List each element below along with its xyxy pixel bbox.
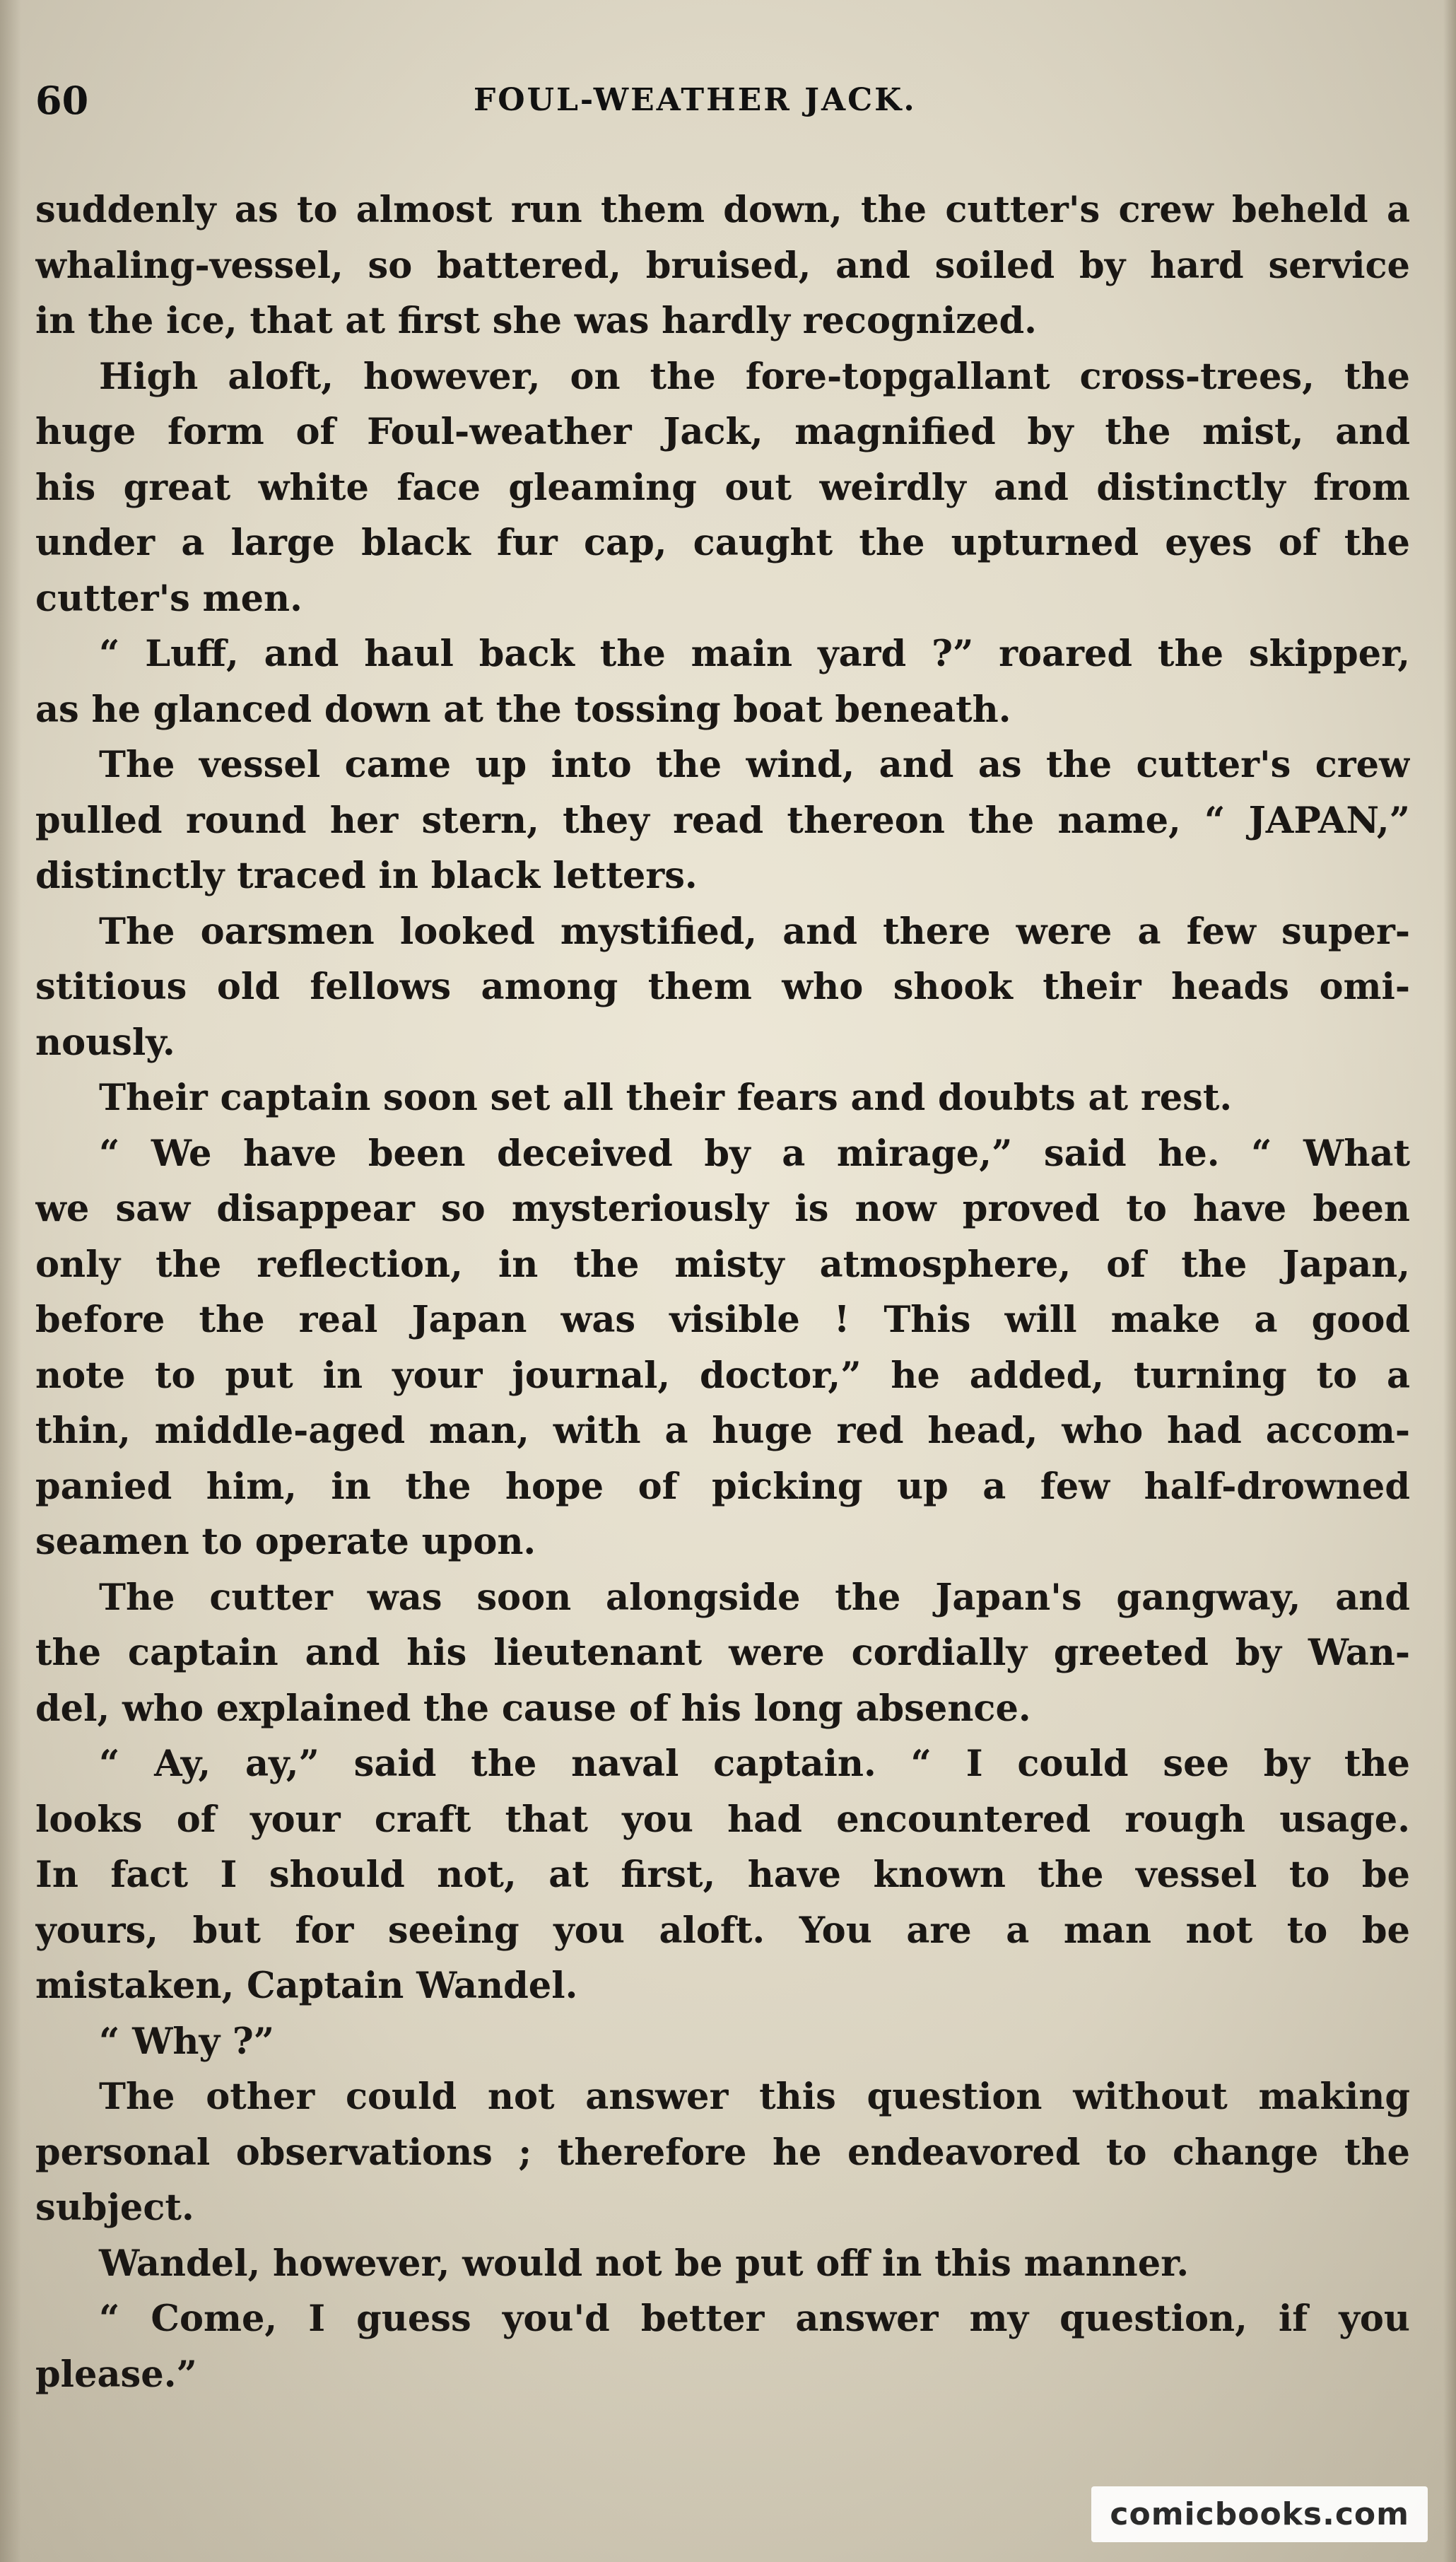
text-line: stitious old fellows among them who shook their heads omi- bbox=[35, 966, 1410, 1008]
text-line: thin, middle-aged man, with a huge red head, who had accom- bbox=[35, 1410, 1410, 1452]
text-line: panied him, in the hope of picking up a few half-drowned bbox=[35, 1465, 1410, 1508]
text-line: the captain and his lieutenant were cordially greeted by Wan- bbox=[35, 1632, 1410, 1674]
text-line: “ Why ?” bbox=[99, 2020, 275, 2063]
page-gutter-shadow bbox=[0, 0, 21, 2562]
text-line: suddenly as to almost run them down, the cutter's crew beheld a bbox=[35, 189, 1410, 231]
text-line: whaling-vessel, so battered, bruised, and soiled by hard service bbox=[35, 244, 1410, 287]
running-title: FOUL-WEATHER JACK. bbox=[474, 82, 917, 118]
text-line: subject. bbox=[35, 2187, 194, 2229]
text-line: as he glanced down at the tossing boat beneath. bbox=[35, 688, 1011, 731]
text-line: note to put in your journal, doctor,” he added, turning to a bbox=[35, 1354, 1410, 1397]
text-line: The cutter was soon alongside the Japan's gangway, and bbox=[99, 1576, 1410, 1619]
page-number: 60 bbox=[35, 78, 89, 123]
text-line: “ We have been deceived by a mirage,” said he. “ What bbox=[99, 1132, 1410, 1175]
text-line: we saw disappear so mysteriously is now proved to have been bbox=[35, 1188, 1410, 1230]
watermark-logo: comicbooks.com bbox=[1091, 2486, 1428, 2542]
text-line: “ Ay, ay,” said the naval captain. “ I could see by the bbox=[99, 1743, 1410, 1785]
text-line: The vessel came up into the wind, and as the cutter's crew bbox=[99, 744, 1410, 786]
text-line: under a large black fur cap, caught the upturned eyes of the bbox=[35, 522, 1410, 564]
text-line: pulled round her stern, they read thereon the name, “ JAPAN,” bbox=[35, 799, 1410, 842]
text-line: Wandel, however, would not be put off in this manner. bbox=[99, 2242, 1190, 2285]
text-line: In fact I should not, at first, have known the vessel to be bbox=[35, 1854, 1410, 1896]
text-line: personal observations ; therefore he endeavored to change the bbox=[35, 2131, 1410, 2174]
text-line: before the real Japan was visible ! This will make a good bbox=[35, 1299, 1410, 1341]
text-line: Their captain soon set all their fears and doubts at rest. bbox=[99, 1077, 1233, 1119]
text-line: mistaken, Captain Wandel. bbox=[35, 1965, 578, 2007]
text-line: please.” bbox=[35, 2353, 197, 2396]
body-text bbox=[35, 182, 1410, 2402]
text-line: yours, but for seeing you aloft. You are a man not to be bbox=[35, 1909, 1410, 1952]
text-line: “ Luff, and haul back the main yard ?” roared the skipper, bbox=[99, 633, 1410, 675]
text-line: seamen to operate upon. bbox=[35, 1521, 536, 1563]
text-line: High aloft, however, on the fore-topgallant cross-trees, the bbox=[99, 355, 1410, 398]
page-header bbox=[35, 78, 1414, 127]
text-line: cutter's men. bbox=[35, 577, 303, 620]
text-line: del, who explained the cause of his long absence. bbox=[35, 1687, 1031, 1730]
text-line: huge form of Foul-weather Jack, magnified by the mist, and bbox=[35, 411, 1410, 453]
text-line: The oarsmen looked mystified, and there were a few super- bbox=[99, 910, 1410, 953]
text-line: “ Come, I guess you'd better answer my question, if you bbox=[99, 2298, 1410, 2340]
text-line: The other could not answer this question without making bbox=[99, 2076, 1410, 2118]
text-line: distinctly traced in black letters. bbox=[35, 855, 698, 897]
text-line: his great white face gleaming out weirdly and distinctly from bbox=[35, 466, 1410, 509]
page-edge-shadow bbox=[1443, 0, 1456, 2562]
text-line: in the ice, that at first she was hardly recognized. bbox=[35, 300, 1037, 342]
text-line: nously. bbox=[35, 1021, 175, 1064]
text-line: only the reflection, in the misty atmosphere, of the Japan, bbox=[35, 1243, 1410, 1286]
text-line: looks of your craft that you had encountered rough usage. bbox=[35, 1798, 1410, 1841]
